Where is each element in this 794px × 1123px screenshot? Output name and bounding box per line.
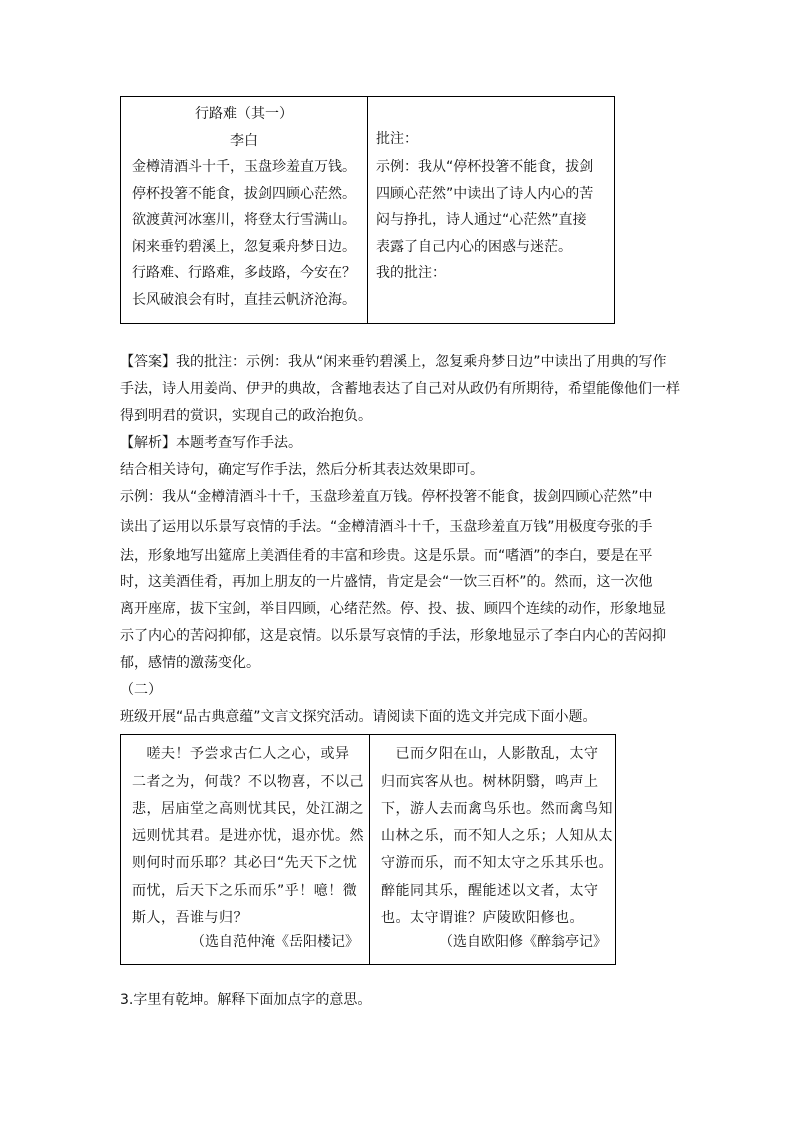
- answer-line: 法，形象地写出筵席上美酒佳肴的丰富和珍贵。这是乐景。而“嗜酒”的李白，要是在平: [120, 548, 653, 564]
- classic-left-line: 而忧，后天下之乐而乐”乎！噫！微: [132, 883, 358, 899]
- answer-line: 示了内心的苦闷抑郁，这是哀情。以乐景写哀情的手法，形象地显示了李白内心的苦闷抑: [120, 628, 666, 644]
- classic-left-line: 则何时而乐耶？其必曰“先天下之忧: [132, 855, 358, 871]
- answer-line: 【答案】我的批注：示例：我从“闲来垂钓碧溪上，忽复乘舟梦日边”中读出了用典的写作: [120, 354, 667, 370]
- intro-line: 班级开展“品古典意蕴”文言文探究活动。请阅读下面的选文并完成下面小题。: [120, 709, 597, 725]
- table-divider: [369, 735, 370, 964]
- answer-line: 读出了运用以乐景写哀情的手法。“金樽清酒斗十千，玉盘珍羞直万钱”用极度夸张的手: [120, 519, 653, 535]
- classic-right-source: （选自欧阳修《醉翁亭记》: [439, 934, 607, 950]
- classic-right-line: 已而夕阳在山，人影散乱，太守: [381, 746, 599, 762]
- answer-line: 结合相关诗句，确定写作手法，然后分析其表达效果即可。: [120, 462, 484, 478]
- classical-text-table: [120, 734, 616, 965]
- poem-title: 行路难（其一）: [195, 106, 293, 122]
- section-label: （二）: [120, 682, 162, 698]
- classic-right-line: 守游而乐，而不知太守之乐其乐也。: [381, 855, 613, 871]
- poem-line: 长风破浪会有时，直挂云帆济沧海。: [132, 292, 356, 308]
- classic-right-line: 也。太守谓谁？庐陵欧阳修也。: [381, 910, 584, 926]
- poem-line: 停杯投箸不能食，拔剑四顾心茫然。: [132, 186, 356, 202]
- note-line: 闷与挣扎，诗人通过“心茫然”直接: [376, 212, 587, 228]
- classic-right-line: 山林之乐，而不知人之乐；人知从太: [381, 828, 613, 844]
- classic-left-line: 二者之为，何哉？不以物喜，不以己: [132, 774, 364, 790]
- note-line: 示例：我从“停杯投箸不能食，拔剑: [376, 159, 594, 175]
- poem-annotation-table: [120, 96, 615, 324]
- classic-left-line: 远则忧其君。是进亦忧，退亦忧。然: [132, 828, 364, 844]
- classic-left-line: 嗟夫！予尝求古仁人之心，或异: [132, 746, 350, 762]
- poem-line: 行路难、行路难，多歧路，今安在？: [132, 265, 356, 281]
- analysis-heading: 【解析】本题考查写作手法。: [120, 435, 302, 451]
- classic-left-line: 悲，居庙堂之高则忧其民，处江湖之: [132, 801, 364, 817]
- note-line: 我的批注：: [376, 265, 446, 281]
- answer-line: 示例：我从“金樽清酒斗十千，玉盘珍羞直万钱。停杯投箸不能食，拔剑四顾心茫然”中: [120, 489, 653, 505]
- note-line: 四顾心茫然”中读出了诗人内心的苦: [376, 186, 594, 202]
- answer-line: 得到明君的赏识，实现自己的政治抱负。: [120, 408, 372, 424]
- answer-line: 时，这美酒佳肴，再加上朋友的一片盛情，肯定是会“一饮三百杯”的。然而，这一次他: [120, 574, 653, 590]
- note-line: 批注：: [376, 131, 418, 147]
- classic-left-source: （选自范仲淹《岳阳楼记》: [191, 934, 359, 950]
- note-line: 表露了自己内心的困惑与迷茫。: [376, 239, 572, 255]
- poem-line: 闲来垂钓碧溪上，忽复乘舟梦日边。: [132, 239, 356, 255]
- question-line: 3.字里有乾坤。解释下面加点字的意思。: [120, 992, 372, 1008]
- answer-line: 手法，诗人用姜尚、伊尹的典故，含蓄地表达了自己对从政仍有所期待，希望能像他们一样: [120, 381, 680, 397]
- classic-left-line: 斯人，吾谁与归？: [132, 910, 248, 926]
- poem-line: 金樽清酒斗十千，玉盘珍羞直万钱。: [132, 159, 356, 175]
- poem-line: 欲渡黄河冰塞川，将登太行雪满山。: [132, 212, 356, 228]
- answer-line: 离开座席，拔下宝剑，举目四顾，心绪茫然。停、投、拔、顾四个连续的动作，形象地显: [120, 601, 666, 617]
- classic-right-line: 归而宾客从也。树林阴翳，鸣声上: [381, 774, 599, 790]
- classic-right-line: 醉能同其乐，醒能述以文者，太守: [381, 883, 599, 899]
- poem-author: 李白: [230, 133, 258, 149]
- classic-right-line: 下，游人去而禽鸟乐也。然而禽鸟知: [381, 801, 613, 817]
- table-divider: [367, 97, 368, 323]
- answer-line: 郁，感情的激荡变化。: [120, 655, 260, 671]
